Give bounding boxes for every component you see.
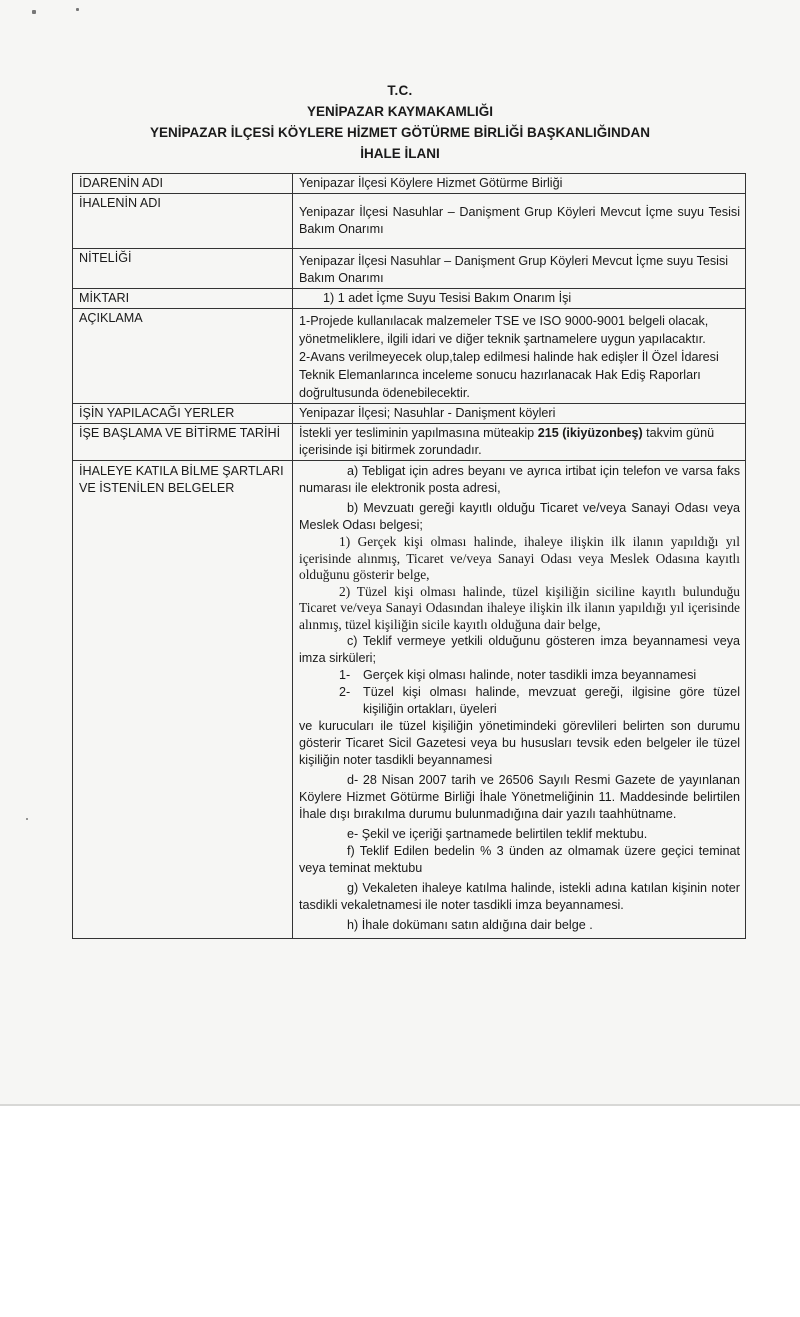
label-idare: İDARENİN ADI [73, 174, 293, 194]
header-tc: T.C. [387, 83, 413, 98]
sart-b2: 2) Tüzel kişi olması halinde, tüzel kişiliğin siciline kayıtlı bulunduğu Ticaret ve/veya Sanayi Odasından ihaleye ilişkin ilk ilanın yapıldığı yıl içerisinde alınmış, tüzel kişiliğin sicile kayıtlı olduğuna dair belge, [299, 583, 740, 632]
aciklama-p1: 1-Projede kullanılacak malzemeler TSE ve ISO 9000-9001 belgeli olacak, yönetmeliklere, ilgili idari ve diğer teknik şartnamelere uygun yapılacaktır. [299, 314, 709, 346]
scan-speck [76, 8, 79, 11]
label-sartlar: İHALEYE KATILA BİLME ŞARTLARI VE İSTENİLEN BELGELER [73, 461, 293, 939]
tarih-sure: 215 (ikiyüzonbeş) [537, 426, 643, 440]
value-yer: Yenipazar İlçesi; Nasuhlar - Danişment köyleri [293, 404, 746, 424]
label-ihale: İHALENİN ADI [73, 194, 293, 249]
sart-h: h) İhale dokümanı satın aldığına dair belge . [347, 918, 593, 932]
sart-f: f) Teklif Edilen bedelin % 3 ünden az olmamak üzere geçici teminat veya teminat mektubu [299, 844, 740, 875]
sart-a: a) Tebligat için adres beyanı ve ayrıca irtibat için telefon ve varsa faks numarası ile elektronik posta adresi, [299, 464, 740, 495]
tarih-pre: İstekli yer tesliminin yapılmasına müteakip [299, 426, 538, 440]
sart-b: b) Mevzuatı gereği kayıtlı olduğu Ticaret ve/veya Sanayi Odası veya Meslek Odası belgesi; [299, 501, 740, 532]
aciklama-p2: 2-Avans verilmeyecek olup,talep edilmesi halinde hak edişler İl Özel İdaresi Teknik Elemanlarınca inceleme sonucu hazırlanacak Hak Ediş Raporları doğrultusunda ödenebilecektir. [299, 350, 719, 400]
header-kaymakamlik: YENİPAZAR KAYMAKAMLIĞI [306, 104, 493, 119]
value-aciklama [293, 309, 746, 404]
row-idare [73, 174, 746, 194]
sart-c2: Tüzel kişi olması halinde, mevzuat gereği, ilgisine göre tüzel kişiliğin ortakları, üyeleri [363, 685, 740, 716]
sart-c1: Gerçek kişi olması halinde, noter tasdikli imza beyannamesi [363, 668, 697, 682]
sart-d: d- 28 Nisan 2007 tarih ve 26506 Sayılı Resmi Gazete de yayınlanan Köylere Hizmet Götürme Birliği İhale Yönetmeliğinin 11. Maddesinde belirtilen İhale dışı bırakılma durumu bulunmadığına dair yazılı taahhütname. [299, 773, 740, 821]
sart-c1-item [299, 667, 740, 684]
sart-c1-number: 1- [339, 668, 351, 682]
ihale-table [72, 173, 746, 939]
scan-speck [32, 10, 36, 14]
value-miktar: 1) 1 adet İçme Suyu Tesisi Bakım Onarım İşi [293, 289, 746, 309]
sart-c2-item [299, 684, 740, 718]
label-miktar: MİKTARI [73, 289, 293, 309]
label-nitelik: NİTELİĞİ [73, 249, 293, 289]
row-tarih [73, 424, 746, 461]
row-sartlar [73, 461, 746, 939]
row-yer [73, 404, 746, 424]
tarih-post: takvim günü içerisinde işi bitirmek zorundadır. [299, 426, 715, 457]
document-header [0, 80, 800, 164]
row-ihale [73, 194, 746, 249]
row-miktar [73, 289, 746, 309]
header-birlik: YENİPAZAR İLÇESİ KÖYLERE HİZMET GÖTÜRME BİRLİĞİ BAŞKANLIĞINDAN [149, 125, 650, 140]
value-nitelik: Yenipazar İlçesi Nasuhlar – Danişment Grup Köyleri Mevcut İçme suyu Tesisi Bakım Onarımı [293, 249, 746, 289]
row-nitelik [73, 249, 746, 289]
value-tarih [293, 424, 746, 461]
sart-c: c) Teklif vermeye yetkili olduğunu gösteren imza beyannamesi veya imza sirküleri; [299, 634, 740, 665]
label-aciklama: AÇIKLAMA [73, 309, 293, 404]
sart-c2-number: 2- [339, 685, 351, 699]
sart-c3: ve kurucuları ile tüzel kişiliğin yönetimindeki görevlileri belirten son durumu gösterir Ticaret Sicil Gazetesi veya bu hususları tevsik eden belgeler ile tüzel kişiliğin noter tasdikli beyannamesi [299, 719, 740, 767]
sart-e: e- Şekil ve içeriği şartnamede belirtilen teklif mektubu. [347, 827, 648, 841]
sart-b1: 1) Gerçek kişi olması halinde, ihaleye ilişkin ilk ilanın yapıldığı yıl içerisinde alınmış, Ticaret ve/veya Sanayi Odası veya Meslek Odasına kayıtlı olduğunu gösterir belge, [299, 534, 740, 582]
value-ihale: Yenipazar İlçesi Nasuhlar – Danişment Grup Köyleri Mevcut İçme suyu Tesisi Bakım Onarımı [293, 194, 746, 249]
header-ihale-ilani: İHALE İLANI [360, 146, 440, 161]
value-idare: Yenipazar İlçesi Köylere Hizmet Götürme Birliği [293, 174, 746, 194]
page-edge [0, 1104, 800, 1106]
scan-speck [26, 818, 28, 820]
label-tarih: İŞE BAŞLAMA VE BİTİRME TARİHİ [73, 424, 293, 461]
sart-g: g) Vekaleten ihaleye katılma halinde, istekli adına katılan kişinin noter tasdikli vekaletnamesi ile noter tasdikli imza beyannamesi. [299, 881, 740, 912]
row-aciklama [73, 309, 746, 404]
label-yer: İŞİN YAPILACAĞI YERLER [73, 404, 293, 424]
value-sartlar [293, 461, 746, 939]
